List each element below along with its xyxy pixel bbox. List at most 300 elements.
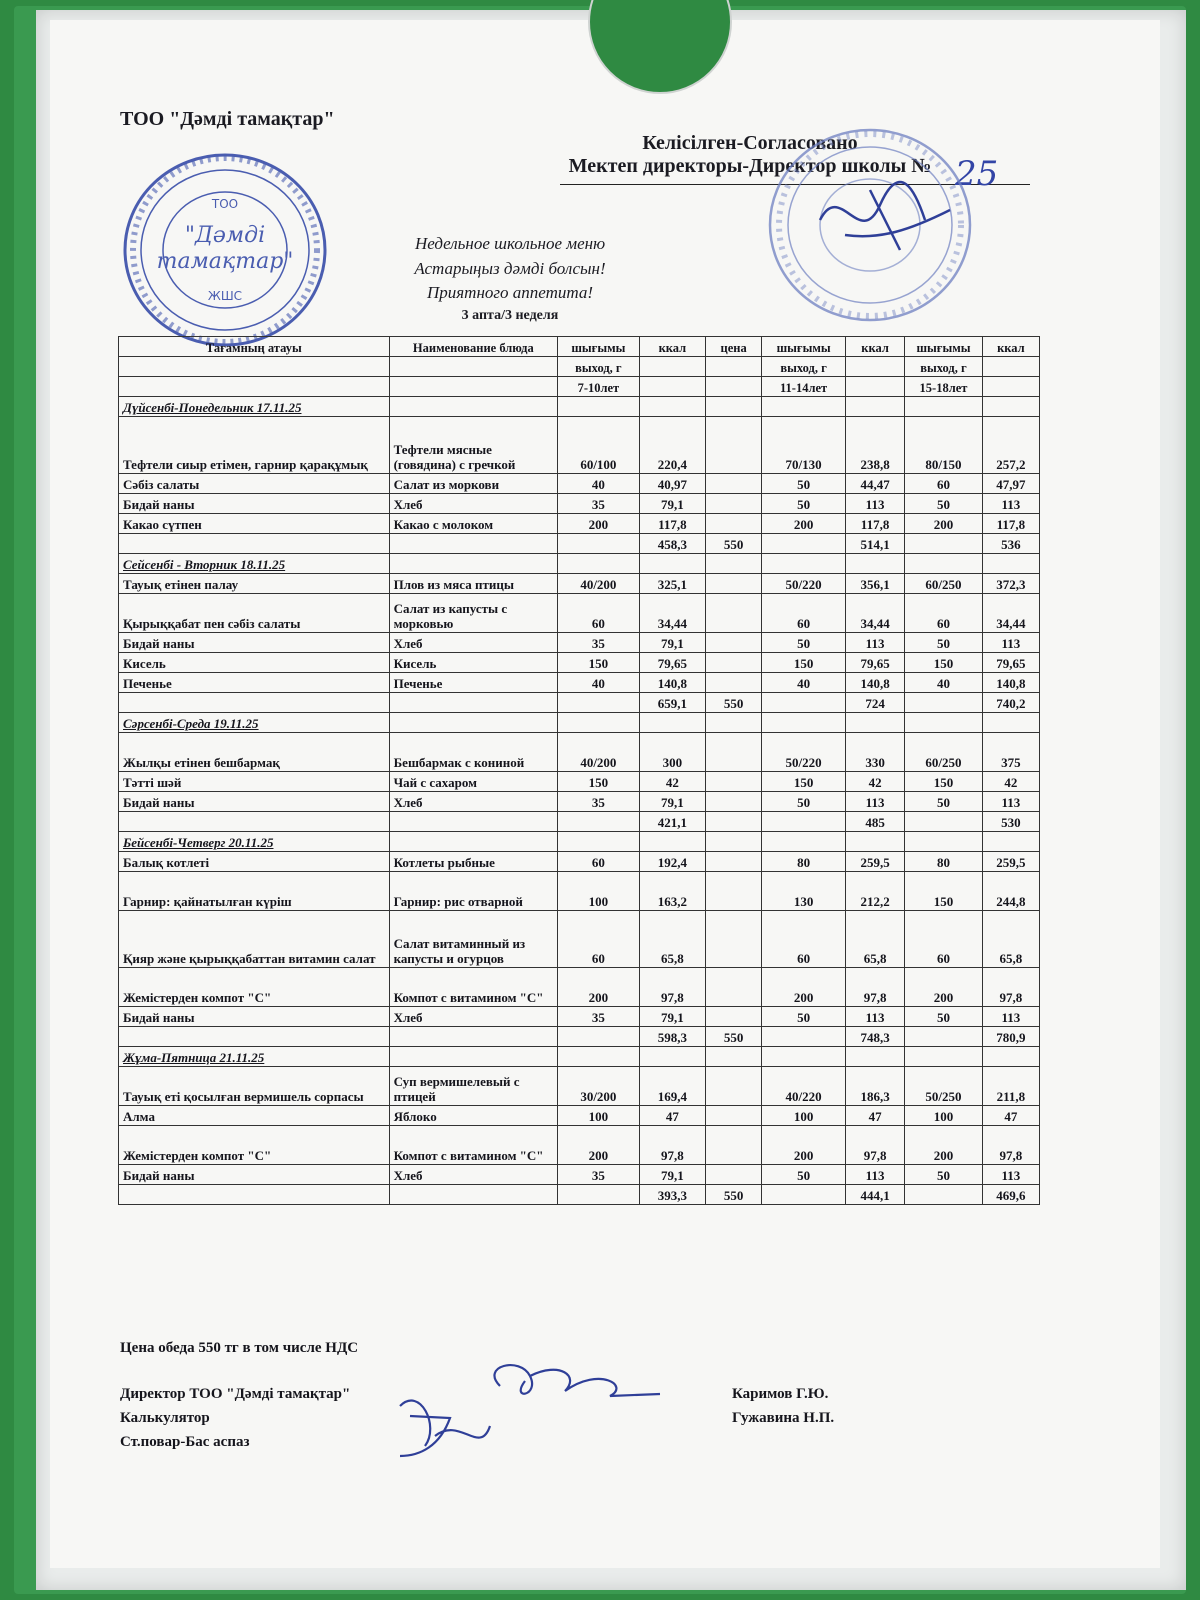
table-cell xyxy=(706,1126,762,1165)
table-cell: Хлеб xyxy=(389,1007,557,1027)
day-header-row xyxy=(119,554,1040,574)
table-cell: 60/100 xyxy=(558,417,640,474)
table-cell: 42 xyxy=(845,772,904,792)
table-cell: 40 xyxy=(905,673,983,693)
table-cell xyxy=(119,534,390,554)
table-cell: 113 xyxy=(982,792,1039,812)
table-cell: 50 xyxy=(905,1165,983,1185)
day-total-kcal: 393,3 xyxy=(639,1185,705,1205)
table-cell: 150 xyxy=(762,772,846,792)
table-cell: 60 xyxy=(558,594,640,633)
table-cell: 50 xyxy=(762,474,846,494)
table-cell xyxy=(639,832,705,852)
director-label: Директор ТОО "Дәмді тамақтар" xyxy=(120,1386,351,1402)
table-header-cell: шығымы xyxy=(762,337,846,357)
table-cell: 79,1 xyxy=(639,792,705,812)
table-cell: 113 xyxy=(982,1165,1039,1185)
dish-row xyxy=(119,594,1040,633)
dish-row xyxy=(119,733,1040,772)
dish-row xyxy=(119,1067,1040,1106)
day-price: 550 xyxy=(706,693,762,713)
table-cell: 60 xyxy=(905,474,983,494)
table-cell: Хлеб xyxy=(389,1165,557,1185)
table-cell: Гарнир: қайнатылған күріш xyxy=(119,872,390,911)
table-cell: 79,1 xyxy=(639,1165,705,1185)
table-header-cell xyxy=(639,357,705,377)
dish-row xyxy=(119,968,1040,1007)
calculator-name: Гужавина Н.П. xyxy=(732,1410,835,1426)
table-header-cell: выход, г xyxy=(762,357,846,377)
table-header-cell xyxy=(706,377,762,397)
table-cell xyxy=(982,832,1039,852)
table-cell xyxy=(119,693,390,713)
table-cell: 50/220 xyxy=(762,574,846,594)
table-cell xyxy=(119,812,390,832)
table-cell: Кисель xyxy=(389,653,557,673)
table-cell: Салат из капусты с морковью xyxy=(389,594,557,633)
table-cell: 79,1 xyxy=(639,494,705,514)
table-cell xyxy=(762,693,846,713)
table-cell: 325,1 xyxy=(639,574,705,594)
table-cell: Қияр және қырыққабаттан витамин салат xyxy=(119,911,390,968)
table-cell xyxy=(905,693,983,713)
day-total-row xyxy=(119,693,1040,713)
table-cell: 60/250 xyxy=(905,574,983,594)
table-cell: Бидай наны xyxy=(119,494,390,514)
table-cell: 117,8 xyxy=(982,514,1039,534)
table-header-cell xyxy=(639,377,705,397)
table-cell: Бидай наны xyxy=(119,1007,390,1027)
table-cell: Компот с витамином "С" xyxy=(389,968,557,1007)
table-cell: 150 xyxy=(905,653,983,673)
table-cell: 60/250 xyxy=(905,733,983,772)
menu-title-block xyxy=(350,232,670,326)
table-header-row xyxy=(119,357,1040,377)
table-cell xyxy=(639,1047,705,1067)
company-seal-stamp xyxy=(120,150,330,350)
table-cell: Бидай наны xyxy=(119,792,390,812)
table-cell: 35 xyxy=(558,792,640,812)
table-cell xyxy=(558,397,640,417)
table-cell xyxy=(706,1165,762,1185)
table-header-cell: ккал xyxy=(845,337,904,357)
table-cell: 42 xyxy=(982,772,1039,792)
table-cell: 97,8 xyxy=(845,1126,904,1165)
table-cell: 300 xyxy=(639,733,705,772)
table-cell xyxy=(845,397,904,417)
table-cell: 113 xyxy=(982,1007,1039,1027)
price-note: Цена обеда 550 тг в том числе НДС xyxy=(120,1340,359,1356)
table-cell xyxy=(905,1027,983,1047)
day-total-row xyxy=(119,1027,1040,1047)
day-header-row xyxy=(119,713,1040,733)
table-cell: 50 xyxy=(762,494,846,514)
table-cell: Плов из мяса птицы xyxy=(389,574,557,594)
table-cell: 330 xyxy=(845,733,904,772)
dish-row xyxy=(119,792,1040,812)
table-header-cell: 7-10лет xyxy=(558,377,640,397)
table-cell xyxy=(905,1047,983,1067)
menu-document xyxy=(50,20,1160,1568)
table-cell: 220,4 xyxy=(639,417,705,474)
table-header-row xyxy=(119,337,1040,357)
table-cell: Бидай наны xyxy=(119,1165,390,1185)
table-cell: Хлеб xyxy=(389,633,557,653)
table-cell: 40 xyxy=(558,474,640,494)
table-cell xyxy=(905,554,983,574)
table-header-cell: 11-14лет xyxy=(762,377,846,397)
table-cell: 200 xyxy=(762,514,846,534)
menu-title: Недельное школьное меню xyxy=(414,234,606,253)
table-header-cell: выход, г xyxy=(558,357,640,377)
day-total-kcal: 421,1 xyxy=(639,812,705,832)
table-cell xyxy=(706,733,762,772)
table-cell: 150 xyxy=(558,772,640,792)
table-cell xyxy=(706,673,762,693)
table-header-cell: ккал xyxy=(639,337,705,357)
table-header-cell xyxy=(706,357,762,377)
school-seal-stamp xyxy=(750,110,990,330)
table-cell xyxy=(706,1007,762,1027)
table-cell: 100 xyxy=(558,1106,640,1126)
table-cell: 79,65 xyxy=(639,653,705,673)
school-number: 25 xyxy=(955,154,999,194)
dish-row xyxy=(119,653,1040,673)
dish-row xyxy=(119,633,1040,653)
table-cell: 42 xyxy=(639,772,705,792)
dish-row xyxy=(119,872,1040,911)
table-cell: 50 xyxy=(762,1007,846,1027)
table-cell: 60 xyxy=(558,852,640,872)
table-cell: 200 xyxy=(905,968,983,1007)
table-cell: Гарнир: рис отварной xyxy=(389,872,557,911)
table-cell: 169,4 xyxy=(639,1067,705,1106)
menu-greeting-ru: Приятного аппетита! xyxy=(426,283,593,303)
table-cell xyxy=(762,1027,846,1047)
table-cell xyxy=(762,534,846,554)
dish-row xyxy=(119,514,1040,534)
table-cell: 70/130 xyxy=(762,417,846,474)
table-cell xyxy=(389,1047,557,1067)
table-cell: 47 xyxy=(982,1106,1039,1126)
dish-row xyxy=(119,417,1040,474)
table-cell xyxy=(558,1185,640,1205)
table-cell: Жылқы етінен бешбармақ xyxy=(119,733,390,772)
dish-row xyxy=(119,1106,1040,1126)
table-cell: Тефтели мясные (говядина) с гречкой xyxy=(389,417,557,474)
table-cell: 30/200 xyxy=(558,1067,640,1106)
table-cell: 212,2 xyxy=(845,872,904,911)
table-cell: 50 xyxy=(762,792,846,812)
table-cell: Хлеб xyxy=(389,494,557,514)
table-cell xyxy=(905,534,983,554)
table-cell: 50 xyxy=(905,1007,983,1027)
table-cell: 50 xyxy=(905,792,983,812)
day-name: Дүйсенбі-Понедельник 17.11.25 xyxy=(119,397,390,417)
table-cell xyxy=(706,633,762,653)
day-total-kcal: 458,3 xyxy=(639,534,705,554)
table-cell xyxy=(119,1185,390,1205)
table-cell: 150 xyxy=(558,653,640,673)
table-cell: 40 xyxy=(558,673,640,693)
table-cell xyxy=(706,397,762,417)
day-total-kcal: 536 xyxy=(982,534,1039,554)
table-cell: 60 xyxy=(905,594,983,633)
table-cell xyxy=(706,968,762,1007)
table-cell: 79,1 xyxy=(639,1007,705,1027)
day-total-kcal: 530 xyxy=(982,812,1039,832)
table-cell: 200 xyxy=(905,1126,983,1165)
table-cell: 200 xyxy=(762,968,846,1007)
table-header-cell: выход, г xyxy=(905,357,983,377)
table-cell xyxy=(389,534,557,554)
table-cell: 113 xyxy=(845,1007,904,1027)
table-cell: Тәтті шәй xyxy=(119,772,390,792)
table-cell xyxy=(558,1027,640,1047)
table-cell xyxy=(845,832,904,852)
table-cell: 150 xyxy=(762,653,846,673)
table-cell xyxy=(706,514,762,534)
table-cell xyxy=(905,832,983,852)
table-cell xyxy=(706,852,762,872)
table-cell: 60 xyxy=(558,911,640,968)
table-cell: 192,4 xyxy=(639,852,705,872)
table-cell xyxy=(706,1047,762,1067)
table-cell: Салат витаминный из капусты и огурцов xyxy=(389,911,557,968)
table-cell xyxy=(389,693,557,713)
dish-row xyxy=(119,574,1040,594)
table-cell: 40,97 xyxy=(639,474,705,494)
table-cell xyxy=(845,1047,904,1067)
table-cell: 200 xyxy=(762,1126,846,1165)
table-cell: 113 xyxy=(982,494,1039,514)
table-cell xyxy=(706,792,762,812)
company-name: ТОО "Дәмді тамақтар" xyxy=(120,108,335,130)
table-cell: 80 xyxy=(905,852,983,872)
table-cell: 356,1 xyxy=(845,574,904,594)
director-signature-footer xyxy=(494,1365,660,1396)
table-cell xyxy=(982,554,1039,574)
table-cell xyxy=(762,812,846,832)
table-cell: 40/200 xyxy=(558,733,640,772)
table-cell: 34,44 xyxy=(982,594,1039,633)
table-cell: Жемістерден компот "С" xyxy=(119,1126,390,1165)
table-cell xyxy=(762,1047,846,1067)
day-header-row xyxy=(119,1047,1040,1067)
table-cell: 60 xyxy=(762,911,846,968)
table-cell: 140,8 xyxy=(639,673,705,693)
table-cell: 140,8 xyxy=(845,673,904,693)
table-cell: 47,97 xyxy=(982,474,1039,494)
table-cell: 117,8 xyxy=(639,514,705,534)
table-header-cell: шығымы xyxy=(905,337,983,357)
approval-line1: Келісілген-Согласовано xyxy=(642,132,858,154)
table-cell xyxy=(639,554,705,574)
table-cell xyxy=(389,1185,557,1205)
table-cell: 35 xyxy=(558,633,640,653)
table-cell: 259,5 xyxy=(982,852,1039,872)
table-cell xyxy=(558,713,640,733)
table-cell xyxy=(389,832,557,852)
director-signature xyxy=(820,182,950,250)
table-cell: 375 xyxy=(982,733,1039,772)
table-cell xyxy=(762,554,846,574)
table-cell: Какао сүтпен xyxy=(119,514,390,534)
table-cell: 257,2 xyxy=(982,417,1039,474)
table-cell xyxy=(558,534,640,554)
table-header-cell xyxy=(119,377,390,397)
table-cell xyxy=(558,693,640,713)
table-cell xyxy=(905,812,983,832)
table-cell: 97,8 xyxy=(639,1126,705,1165)
day-name: Бейсенбі-Четверг 20.11.25 xyxy=(119,832,390,852)
table-cell: Салат из моркови xyxy=(389,474,557,494)
table-cell xyxy=(558,1047,640,1067)
table-cell: 60 xyxy=(905,911,983,968)
director-name: Каримов Г.Ю. xyxy=(732,1386,829,1402)
table-cell: 244,8 xyxy=(982,872,1039,911)
table-cell: Какао с молоком xyxy=(389,514,557,534)
table-cell xyxy=(706,1106,762,1126)
calculator-signature xyxy=(400,1401,490,1456)
table-cell: 97,8 xyxy=(845,968,904,1007)
dish-row xyxy=(119,474,1040,494)
table-cell: 50/220 xyxy=(762,733,846,772)
table-cell: 130 xyxy=(762,872,846,911)
table-cell: 97,8 xyxy=(982,968,1039,1007)
menu-greeting-kz: Астарыңыз дәмді болсын! xyxy=(414,258,606,278)
day-total-kcal: 469,6 xyxy=(982,1185,1039,1205)
table-cell xyxy=(639,713,705,733)
table-cell xyxy=(389,1027,557,1047)
day-total-kcal: 780,9 xyxy=(982,1027,1039,1047)
table-cell: 65,8 xyxy=(982,911,1039,968)
table-cell: Чай с сахаром xyxy=(389,772,557,792)
table-cell: Суп вермишелевый с птицей xyxy=(389,1067,557,1106)
table-cell xyxy=(982,397,1039,417)
table-cell: 35 xyxy=(558,494,640,514)
seal-name-line2: тамақтар" xyxy=(156,249,294,274)
table-cell: Бидай наны xyxy=(119,633,390,653)
table-cell: 65,8 xyxy=(639,911,705,968)
day-price: 550 xyxy=(706,1027,762,1047)
dish-row xyxy=(119,852,1040,872)
table-cell: 35 xyxy=(558,1007,640,1027)
day-price xyxy=(706,812,762,832)
table-cell: Қырыққабат пен сәбіз салаты xyxy=(119,594,390,633)
table-cell xyxy=(706,554,762,574)
table-cell: 259,5 xyxy=(845,852,904,872)
day-total-kcal: 748,3 xyxy=(845,1027,904,1047)
table-cell: 200 xyxy=(905,514,983,534)
day-header-row xyxy=(119,397,1040,417)
day-total-kcal: 724 xyxy=(845,693,904,713)
table-cell xyxy=(706,772,762,792)
table-cell: 79,65 xyxy=(982,653,1039,673)
table-cell xyxy=(762,1185,846,1205)
table-cell: Тефтели сиыр етімен, гарнир қарақұмық xyxy=(119,417,390,474)
seal-name-line1: "Дәмді xyxy=(184,223,266,248)
table-cell: Яблоко xyxy=(389,1106,557,1126)
approval-line2: Мектеп директоры-Директор школы № xyxy=(568,155,932,177)
table-cell: 100 xyxy=(905,1106,983,1126)
table-cell: Печенье xyxy=(389,673,557,693)
table-cell: 200 xyxy=(558,968,640,1007)
table-cell: 50 xyxy=(762,1165,846,1185)
table-header-cell xyxy=(389,357,557,377)
menu-week: 3 апта/3 неделя xyxy=(461,307,559,323)
day-total-kcal: 659,1 xyxy=(639,693,705,713)
table-cell xyxy=(706,417,762,474)
day-total-row xyxy=(119,1185,1040,1205)
table-cell xyxy=(905,1185,983,1205)
table-cell xyxy=(706,474,762,494)
table-cell: 34,44 xyxy=(845,594,904,633)
menu-table xyxy=(118,336,1040,1205)
table-header-cell: ккал xyxy=(982,337,1039,357)
dish-row xyxy=(119,1126,1040,1165)
table-cell xyxy=(639,397,705,417)
dish-row xyxy=(119,772,1040,792)
table-cell xyxy=(706,872,762,911)
table-cell xyxy=(706,713,762,733)
table-cell xyxy=(905,713,983,733)
day-header-row xyxy=(119,832,1040,852)
table-header-cell: цена xyxy=(706,337,762,357)
table-cell: Сәбіз салаты xyxy=(119,474,390,494)
table-cell: Кисель xyxy=(119,653,390,673)
table-cell: Компот с витамином "С" xyxy=(389,1126,557,1165)
table-cell xyxy=(762,832,846,852)
day-name: Сәрсенбі-Среда 19.11.25 xyxy=(119,713,390,733)
table-header-cell xyxy=(982,357,1039,377)
table-cell xyxy=(982,713,1039,733)
table-cell: 140,8 xyxy=(982,673,1039,693)
table-cell: 150 xyxy=(905,772,983,792)
table-cell xyxy=(706,911,762,968)
table-cell: Тауық еті қосылған вермишель сорпасы xyxy=(119,1067,390,1106)
table-cell xyxy=(706,653,762,673)
table-cell: 65,8 xyxy=(845,911,904,968)
table-cell xyxy=(389,812,557,832)
table-cell xyxy=(558,832,640,852)
table-cell: 44,47 xyxy=(845,474,904,494)
calculator-label: Калькулятор xyxy=(120,1410,210,1426)
day-price: 550 xyxy=(706,1185,762,1205)
table-cell: 200 xyxy=(558,1126,640,1165)
table-cell: 35 xyxy=(558,1165,640,1185)
table-cell: Алма xyxy=(119,1106,390,1126)
table-cell xyxy=(762,713,846,733)
seal-top-text: ТОО xyxy=(211,197,239,211)
day-total-kcal: 740,2 xyxy=(982,693,1039,713)
table-header-row xyxy=(119,377,1040,397)
table-cell: 60 xyxy=(762,594,846,633)
day-total-kcal: 444,1 xyxy=(845,1185,904,1205)
dish-row xyxy=(119,1007,1040,1027)
table-cell: 100 xyxy=(558,872,640,911)
table-cell: 40 xyxy=(762,673,846,693)
sleeve-notch xyxy=(588,0,732,94)
chef-label: Ст.повар-Бас аспаз xyxy=(120,1434,250,1450)
dish-row xyxy=(119,673,1040,693)
dish-row xyxy=(119,911,1040,968)
table-cell xyxy=(706,1067,762,1106)
table-cell xyxy=(389,713,557,733)
table-cell xyxy=(389,554,557,574)
table-header-cell: шығымы xyxy=(558,337,640,357)
table-header-cell: Тағамның атауы xyxy=(119,337,390,357)
